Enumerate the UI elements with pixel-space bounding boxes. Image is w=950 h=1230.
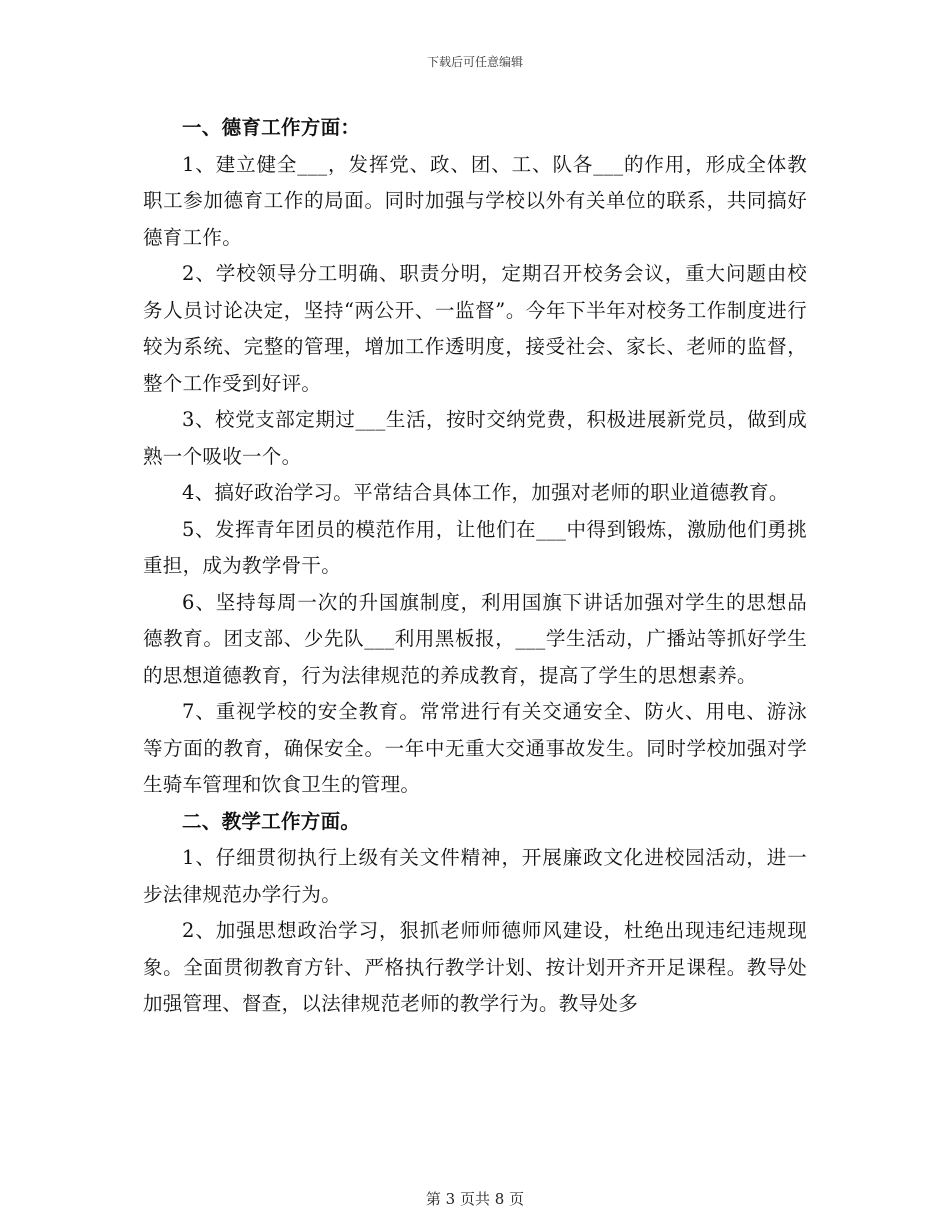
page-footer: 第 3 页共 8 页 [425,1190,525,1208]
paragraph: 1、仔细贯彻执行上级有关文件精神，开展廉政文化进校园活动，进一步法律规范办学行为。 [143,846,807,906]
document-body [143,110,807,1023]
section-heading-teaching: 二、教学工作方面。 [182,809,361,833]
paragraph: 5、发挥青年团员的模范作用，让他们在___中得到锻炼，激励他们勇挑重担，成为教学骨干。 [143,517,807,577]
paragraph: 2、加强思想政治学习，狠抓老师师德师风建设，杜绝出现违纪违规现象。全面贯彻教育方针、严格执行教学计划、按计划开齐开足课程。教导处加强管理、督查，以法律规范老师的教学行为。教导处多 [143,919,807,1015]
paragraph: 1、建立健全___，发挥党、政、团、工、队各___的作用，形成全体教职工参加德育工作的局面。同时加强与学校以外有关单位的联系，共同搞好德育工作。 [143,152,807,249]
paragraph: 3、校党支部定期过___生活，按时交纳党费，积极进展新党员，做到成熟一个吸收一个。 [143,408,807,468]
paragraph: 6、坚持每周一次的升国旗制度，利用国旗下讲话加强对学生的思想品德教育。团支部、少先队___利用黑板报，___学生活动，广播站等抓好学生的思想道德教育，行为法律规范的养成教育，提高了学生的思想素养。 [143,590,807,687]
section-heading-moral-education: 一、德育工作方面： [182,116,361,139]
page-header: 下载后可任意编辑 [426,55,523,69]
paragraph: 7、重视学校的安全教育。常常进行有关交通安全、防火、用电、游泳等方面的教育，确保安全。一年中无重大交通事故发生。同时学校加强对学生骑车管理和饮食卫生的管理。 [143,700,807,796]
paragraph: 4、搞好政治学习。平常结合具体工作，加强对老师的职业道德教育。 [182,481,789,504]
paragraph: 2、学校领导分工明确、职责分明，定期召开校务会议，重大问题由校务人员讨论决定，坚持“两公开、一监督”。今年下半年对校务工作制度进行较为系统、完整的管理，增加工作透明度，接受社会、家长、老师的监督，整个工作受到好评。 [143,262,807,395]
